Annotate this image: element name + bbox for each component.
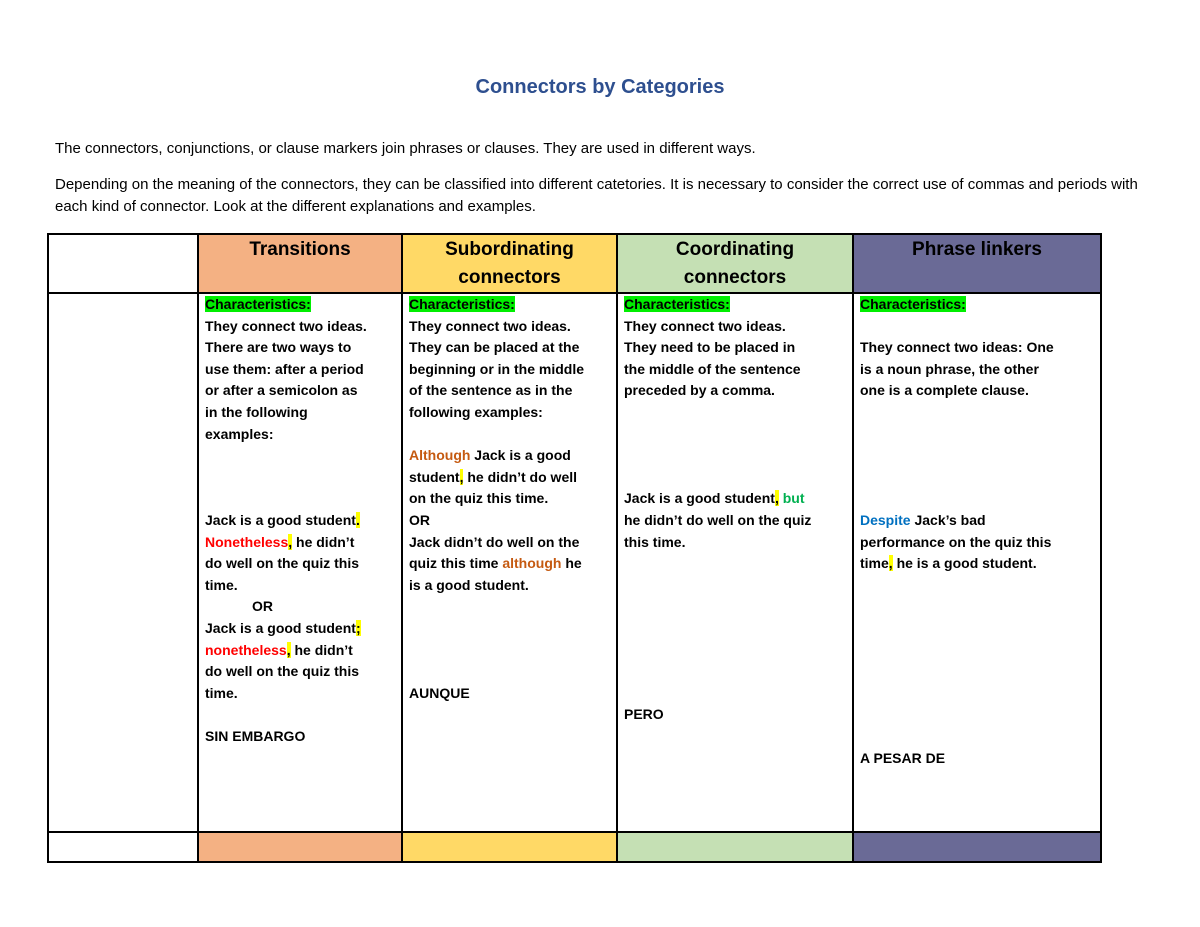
example-line: do well on the quiz this xyxy=(205,555,359,572)
example-line: student, he didn’t do well xyxy=(409,468,578,485)
example-line: is a good student. xyxy=(409,576,529,593)
footer-row xyxy=(48,832,1101,862)
description-line: is a noun phrase, the other xyxy=(860,360,1039,377)
description-line: one is a complete clause. xyxy=(860,382,1029,399)
content-row xyxy=(48,293,1101,832)
or-separator: OR xyxy=(409,511,430,528)
connectors-table xyxy=(47,233,1102,863)
example-line: he didn’t do well on the quiz xyxy=(624,511,812,528)
example-line: Jack is a good student; xyxy=(205,619,361,636)
example-line: Jack is a good student. xyxy=(205,511,360,528)
description-line: beginning or in the middle xyxy=(409,360,584,377)
description-line: of the sentence as in the xyxy=(409,382,573,399)
header-label: Subordinating xyxy=(445,239,574,260)
example-line: Jack didn’t do well on the xyxy=(409,533,580,550)
example-line: Although Jack is a good xyxy=(409,447,571,464)
header-transitions xyxy=(198,234,402,293)
footer-cell-empty xyxy=(48,832,198,862)
connector-word: Nonetheless xyxy=(205,533,289,550)
header-label: Coordinating xyxy=(675,239,795,260)
example-line: do well on the quiz this xyxy=(205,663,359,680)
example-line: time, he is a good student. xyxy=(860,555,1037,572)
description-line: They connect two ideas. xyxy=(205,317,367,334)
header-label: connectors xyxy=(683,267,787,288)
description-line: preceded by a comma. xyxy=(624,382,775,399)
page-title: Connectors by Categories xyxy=(475,76,725,98)
description-line: use them: after a period xyxy=(205,360,364,377)
footer-cell-subordinating xyxy=(402,832,617,862)
description-line: They need to be placed in xyxy=(624,339,796,356)
header-label: Transitions xyxy=(249,239,351,260)
description-line: They connect two ideas. xyxy=(409,317,571,334)
example-line: nonetheless, he didn’t xyxy=(205,641,353,658)
example-line: this time. xyxy=(624,533,686,550)
example-line: Despite Jack’s bad xyxy=(860,511,986,528)
description-line: They connect two ideas: One xyxy=(860,339,1054,356)
intro-paragraph: The connectors, conjunctions, or clause markers join phrases or clauses. They are used in different ways. xyxy=(55,140,756,157)
footer-cell-transitions xyxy=(198,832,402,862)
header-phrase-linkers xyxy=(853,234,1101,293)
header-subordinating xyxy=(402,234,617,293)
connector-word: Despite xyxy=(860,511,911,528)
example-line: time. xyxy=(205,684,238,701)
description-line: There are two ways to xyxy=(205,339,352,356)
description-line: examples: xyxy=(205,425,274,442)
description-line: They can be placed at the xyxy=(409,339,580,356)
coordinating-cell xyxy=(617,293,853,832)
empty-row-label-cell xyxy=(48,293,198,832)
example-line: Nonetheless, he didn’t xyxy=(205,533,355,550)
spanish-translation: PERO xyxy=(624,706,664,723)
characteristics-label: Characteristics: xyxy=(205,296,311,312)
example-line: quiz this time although he xyxy=(409,555,582,572)
spanish-translation: AUNQUE xyxy=(409,684,470,701)
header-label: Phrase linkers xyxy=(912,239,1042,260)
characteristics-label: Characteristics: xyxy=(409,296,515,312)
empty-header-cell xyxy=(48,234,198,293)
example-line: performance on the quiz this xyxy=(860,533,1052,550)
description-line: They connect two ideas. xyxy=(624,317,786,334)
spanish-translation: SIN EMBARGO xyxy=(205,727,306,744)
connector-word: nonetheless xyxy=(205,641,287,658)
example-line: on the quiz this time. xyxy=(409,490,549,507)
transitions-cell xyxy=(198,293,402,832)
example-line: Jack is a good student, but xyxy=(624,490,805,507)
description-line: the middle of the sentence xyxy=(624,360,801,377)
description-line: or after a semicolon as xyxy=(205,382,358,399)
characteristics-label: Characteristics: xyxy=(860,296,966,312)
connector-word: although xyxy=(502,555,562,572)
example-line: time. xyxy=(205,576,238,593)
connector-word: Although xyxy=(409,447,471,464)
header-label: connectors xyxy=(458,267,561,288)
description-line: following examples: xyxy=(409,403,543,420)
characteristics-label: Characteristics: xyxy=(624,296,730,312)
connector-word: but xyxy=(778,490,805,507)
phrase-linkers-cell xyxy=(853,293,1101,832)
footer-cell-coordinating xyxy=(617,832,853,862)
explanation-paragraph: Depending on the meaning of the connectors, they can be classified into different catetories. It is necessary to consider the correct use of commas and periods with each kind of connector. Look at the different explanations and examples. xyxy=(55,176,1138,215)
or-separator: OR xyxy=(252,598,273,615)
spanish-translation: A PESAR DE xyxy=(860,749,946,766)
header-coordinating xyxy=(617,234,853,293)
footer-cell-phrase-linkers xyxy=(853,832,1101,862)
description-line: in the following xyxy=(205,403,308,420)
header-row xyxy=(48,234,1101,293)
subordinating-cell xyxy=(402,293,617,832)
